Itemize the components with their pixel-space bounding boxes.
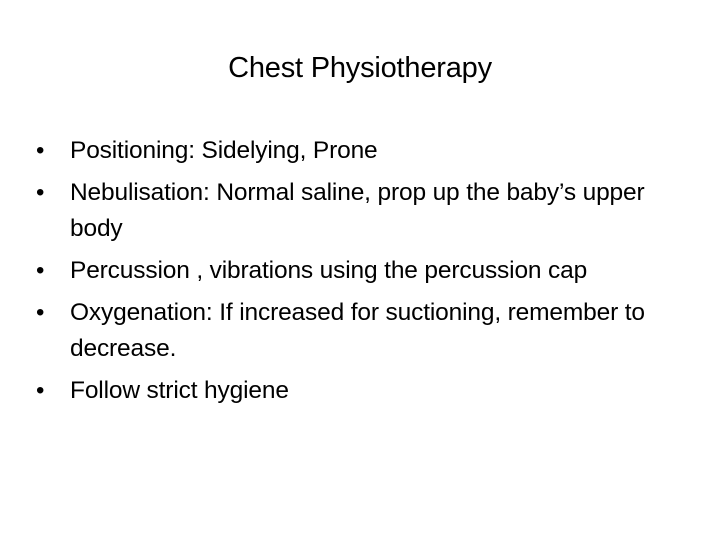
bullet-item-nebulisation xyxy=(36,175,676,247)
bullet-text: Positioning: Sidelying, Prone xyxy=(70,137,378,164)
bullet-item-oxygenation xyxy=(36,295,676,367)
bullet-item-hygiene xyxy=(36,373,676,409)
bullet-icon: • xyxy=(36,257,45,284)
bullet-text: Percussion , vibrations using the percussion cap xyxy=(70,257,588,284)
bullet-icon: • xyxy=(36,299,45,326)
bullet-item-percussion xyxy=(36,253,676,289)
bullet-icon: • xyxy=(36,377,45,404)
bullet-icon: • xyxy=(36,137,45,164)
slide-title: Chest Physiotherapy xyxy=(228,52,492,84)
bullet-list xyxy=(36,133,676,415)
bullet-text: Follow strict hygiene xyxy=(70,377,289,404)
bullet-item-positioning xyxy=(36,133,676,169)
bullet-text: Oxygenation: If increased for suctioning, remember to decrease. xyxy=(70,299,645,362)
bullet-text: Nebulisation: Normal saline, prop up the baby’s upper body xyxy=(70,179,645,242)
bullet-icon: • xyxy=(36,179,45,206)
